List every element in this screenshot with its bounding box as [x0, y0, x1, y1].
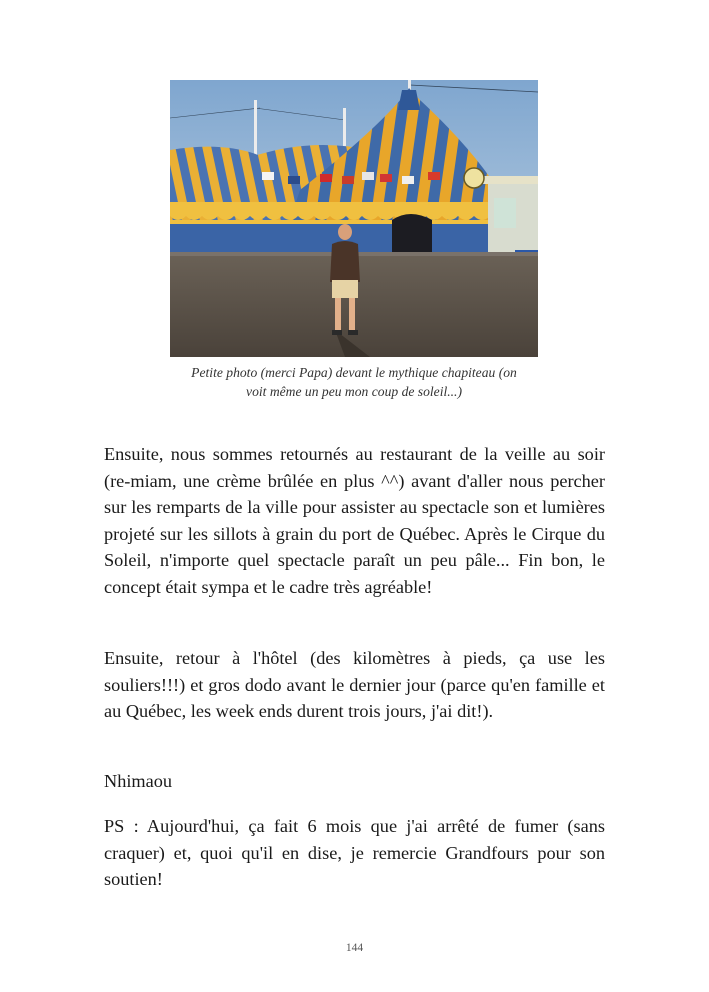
page-number: 144: [345, 942, 364, 954]
paragraph-hotel: Ensuite, retour à l'hôtel (des kilomètres à pieds, ça use les souliers!!!) et gros dodo avant le dernier jour (parce qu'en famille et au Québec, les week ends durent trois jours, j'ai dit!).: [104, 648, 605, 722]
circus-tent-photo: [170, 80, 538, 357]
caption-line-1: Petite photo (merci Papa) devant le mythique chapiteau (on: [191, 365, 517, 380]
paragraph-restaurant: Ensuite, nous sommes retournés au restaurant de la veille au soir (re-miam, une crème brûlée en plus ^^) avant d'aller nous percher sur les remparts de la ville pour assister au spectacle son et lumières projeté sur les sillots à grain du port de Québec. Après le Cirque du Soleil, n'importe quel spectacle paraît un peu pâle... Fin bon, le concept était sympa et le cadre très agréable!: [104, 444, 605, 597]
caption-line-2: voit même un peu mon coup de soleil...): [246, 383, 462, 399]
paragraph-postscript: PS : Aujourd'hui, ça fait 6 mois que j'ai arrêté de fumer (sans craquer) et, quoi qu'il en dise, je remercie Grandfours pour son soutien!: [104, 816, 605, 890]
signature: Nhimaou: [104, 771, 173, 791]
photo-caption: [150, 364, 558, 401]
